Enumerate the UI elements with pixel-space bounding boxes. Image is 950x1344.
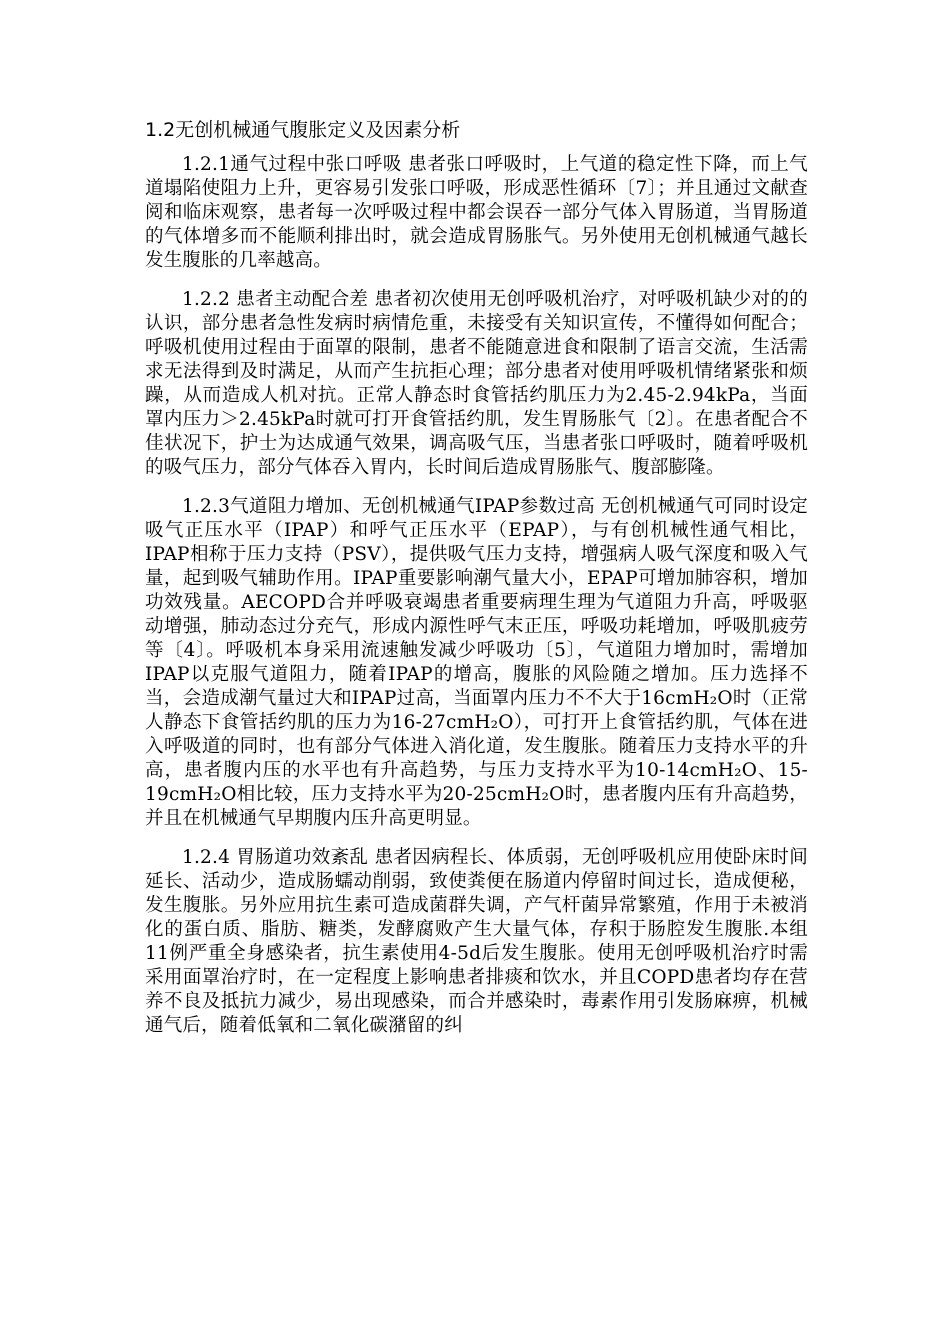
- section-heading: 1.2无创机械通气腹胀定义及因素分析: [145, 119, 461, 141]
- paragraph-1-2-2: 1.2.2 患者主动配合差 患者初次使用无创呼吸机治疗，对呼吸机缺少对的的认识，部分患者急性发病时病情危重，未接受有关知识宣传，不懂得如何配合；呼吸机使用过程由于面罩的限制，患者不能随意进食和限制了语言交流，生活需求无法得到及时满足，从而产生抗拒心理；部分患者对使用呼吸机情绪紧张和烦躁，从而造成人机对抗。正常人静态时食管括约肌压力为2.45-2.94kPa，当面罩内压力＞2.45kPa时就可打开食管括约肌，发生胃肠胀气〔2〕。在患者配合不佳状况下，护士为达成通气效果，调高吸气压，当患者张口呼吸时，随着呼吸机的吸气压力，部分气体吞入胃内，长时间后造成胃肠胀气、腹部膨隆。: [145, 289, 808, 478]
- paragraph-1-2-3: 1.2.3气道阻力增加、无创机械通气IPAP参数过高 无创机械通气可同时设定吸气正压水平（IPAP）和呼气正压水平（EPAP），与有创机械性通气相比，IPAP相称于压力支持（PSV），提供吸气压力支持，增强病人吸气深度和吸入气量，起到吸气辅助作用。IPAP重要影响潮气量大小，EPAP可增加肺容积，增加功效残量。AECOPD合并呼吸衰竭患者重要病理生理为气道阻力升高，呼吸驱动增强，肺动态过分充气，形成内源性呼气末正压，呼吸功耗增加，呼吸肌疲劳等〔4〕。呼吸机本身采用流速触发减少呼吸功〔5〕，气道阻力增加时，需增加IPAP以克服气道阻力，随着IPAP的增高，腹胀的风险随之增加。压力选择不当，会造成潮气量过大和IPAP过高，当面罩内压力不不大于16cmH₂O时（正常人静态下食管括约肌的压力为16-27cmH₂O），可打开上食管括约肌，气体在进入呼吸道的同时，也有部分气体进入消化道，发生腹胀。随着压力支持水平的升高，患者腹内压的水平也有升高趋势，与压力支持水平为10-14cmH₂O、15-19cmH₂O相比较，压力支持水平为20-25cmH₂O时，患者腹内压有升高趋势，并且在机械通气早期腹内压升高更明显。: [145, 496, 808, 829]
- document-page: [145, 118, 808, 1053]
- paragraph-1-2-1: 1.2.1通气过程中张口呼吸 患者张口呼吸时，上气道的稳定性下降，而上气道塌陷使阻力上升，更容易引发张口呼吸，形成恶性循环〔7〕；并且通过文献查阅和临床观察，患者每一次呼吸过程中都会误吞一部分气体入胃肠道，当胃肠道的气体增多而不能顺利排出时，就会造成胃肠胀气。另外使用无创机械通气越长发生腹胀的几率越高。: [145, 154, 808, 271]
- paragraph-1-2-4: 1.2.4 胃肠道功效紊乱 患者因病程长、体质弱，无创呼吸机应用使卧床时间延长、活动少，造成肠蠕动削弱，致使粪便在肠道内停留时间过长，造成便秘，发生腹胀。另外应用抗生素可造成菌群失调，产气杆菌异常繁殖，作用于未被消化的蛋白质、脂肪、糖类，发酵腐败产生大量气体，存积于肠腔发生腹胀.本组11例严重全身感染者，抗生素使用4-5d后发生腹胀。使用无创呼吸机治疗时需采用面罩治疗时，在一定程度上影响患者排痰和饮水，并且COPD患者均存在营养不良及抵抗力减少，易出现感染，而合并感染时，毒素作用引发肠麻痹，机械通气后，随着低氧和二氧化碳潴留的纠: [145, 847, 808, 1036]
